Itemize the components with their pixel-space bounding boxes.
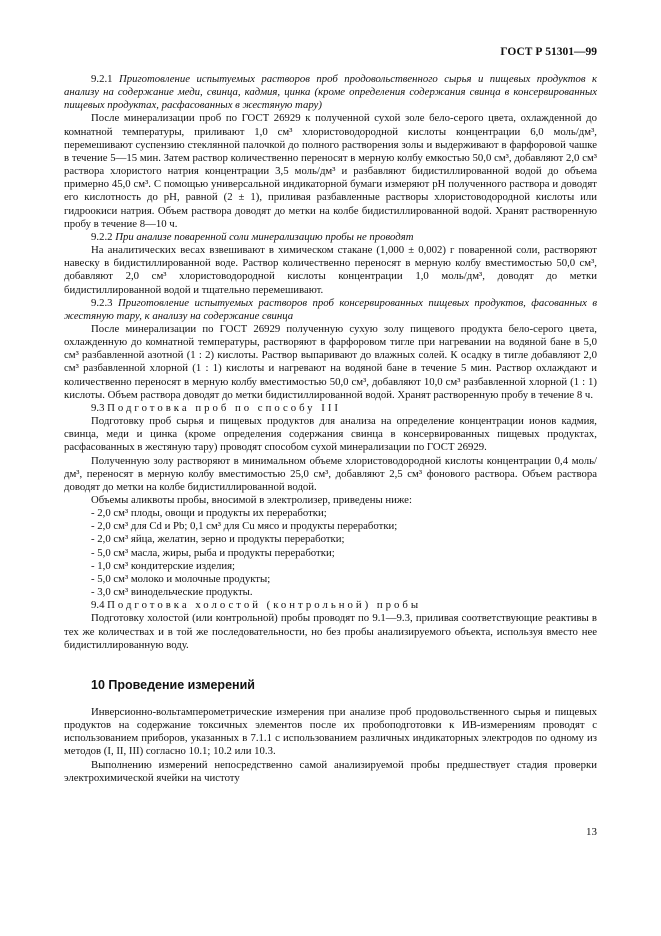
clause-number: 9.3	[91, 401, 105, 414]
document-body	[64, 73, 597, 785]
clause-9-3	[64, 402, 597, 415]
clause-title: Приготовление испытуемых растворов проб консервированных пищевых продуктов, фасованных в жестяную тару, к анализу на содержание свинца	[64, 296, 597, 322]
paragraph: После минерализации проб по ГОСТ 26929 к полученной сухой золе бело-серого цвета, охлажденной до комнатной температуры, приливают 1,0 см³ хлористоводородной кислоты концентрации 6,0 моль/дм³, перемешивают суспензию стеклянной палочкой до полного растворения золы и выдерживают в фарфоровой чашке в течение 5—15 мин. Затем раствор количественно переносят в мерную колбу емкостью 50,0 см³, добавляют 2,0 см³ раствора хлористого натрия концентрации 3,5 моль/дм³ и разбавляют бидистиллированной водой до объема примерно 45,0 см³. С помощью универсальной индикаторной бумаги измеряют рН полученного раствора и доводят его кислотность до рН, равной (2 ± 1), приливая разбавленные растворы хлористоводородной кислоты или гидроокиси натрия. Объем раствора доводят до метки на колбе бидистиллированной водой. Хранят растворенную пробу в течение 8—10 ч.	[64, 112, 597, 230]
paragraph: Выполнению измерений непосредственно самой анализируемой пробы предшествует стадия проверки электрохимической ячейки на чистоту	[64, 758, 597, 784]
list-item: - 2,0 см³ плоды, овощи и продукты их переработки;	[91, 507, 327, 520]
paragraph: После минерализации по ГОСТ 26929 полученную сухую золу пищевого продукта бело-серого цвета, охлажденную до комнатной температуры, растворяют в фарфоровом тигле при нагревании на водяной бане в 5,0 см³ разбавленной азотной (1 : 2) кислоты. Раствор выпаривают до влажных солей. К осадку в тигле добавляют 2,0 см³ разбавленной хлорной (1 : 1) кислоты и нагревают на водяной бане в течение 5 мин. Раствор охлаждают и количественно переносят в мерную колбу вместимостью 50,0 см³, добавляют 10,0 см³ разбавленной хлорной (1 : 1) кислоты. Объем раствора доводят до метки бидистиллированной водой. Хранят растворенную пробу в течение 8 ч.	[64, 322, 597, 401]
section-heading: 10 Проведение измерений	[91, 677, 255, 692]
clause-title: Приготовление испытуемых растворов проб продовольственного сырья и пищевых продуктов к анализу на содержание меди, свинца, кадмия, цинка (кроме определения содержания свинца в консервированных пищевых продуктах, расфасованных в жестяную тару)	[64, 73, 598, 112]
list-item: - 3,0 см³ винодельческие продукты.	[91, 586, 253, 599]
paragraph: На аналитических весах взвешивают в химическом стакане (1,000 ± 0,002) г поваренной соли, растворяют навеску в бидистиллированной воде. Раствор количественно переносят в мерную колбу вместимостью 50,0 см³, добавляют 2,0 см³ хлористоводородной кислоты концентрации 1,0 моль/дм³, доводят до метки бидистиллированной водой и тщательно перемешивают.	[64, 244, 597, 296]
clause-9-2-1	[64, 73, 597, 112]
standard-number: ГОСТ Р 51301—99	[500, 46, 597, 58]
clause-9-2-3	[64, 297, 597, 323]
list-item: - 1,0 см³ кондитерские изделия;	[91, 559, 236, 572]
list-item: - 2,0 см³ яйца, желатин, зерно и продукты переработки;	[91, 533, 345, 546]
clause-9-4	[64, 599, 597, 612]
clause-title: Подготовка холостой (контрольной) пробы	[107, 599, 422, 612]
paragraph: Полученную золу растворяют в минимальном объеме хлористоводородной кислоты концентрации 0,4 моль/дм³, переносят в мерную колбу вместимостью 25,0 см³, добавляют 2,5 см³ фонового раствора. Объем раствора доводят до метки на колбе бидистиллированной водой.	[64, 454, 597, 493]
clause-title: Подготовка проб по способу III	[107, 401, 341, 414]
page-number: 13	[586, 826, 597, 838]
aliquot-volume-list	[64, 507, 597, 599]
clause-title: При анализе поваренной соли минерализацию пробы не проводят	[115, 230, 414, 243]
clause-9-2-2	[64, 231, 597, 244]
list-item: - 5,0 см³ молоко и молочные продукты;	[91, 572, 271, 585]
clause-number: 9.2.3	[91, 296, 113, 309]
clause-number: 9.4	[91, 599, 105, 612]
list-item: - 2,0 см³ для Cd и Pb; 0,1 см³ для Cu мясо и продукты переработки;	[91, 520, 398, 533]
clause-number: 9.2.2	[91, 230, 113, 243]
list-item: - 5,0 см³ масла, жиры, рыба и продукты переработки;	[91, 546, 335, 559]
paragraph: Инверсионно-вольтамперометрические измерения при анализе проб продовольственного сырья и пищевых продуктов на содержание токсичных элементов после их пробоподготовки к ИВ-измерениям проводят с использованием приборов, указанных в 7.1.1 с использованием различных индикаторных электродов по одному из методов (I, II, III) согласно 10.1; 10.2 или 10.3.	[64, 705, 597, 758]
paragraph: Объемы аликвоты пробы, вносимой в электролизер, приведены ниже:	[91, 494, 412, 506]
clause-number: 9.2.1	[91, 73, 113, 85]
paragraph: Подготовку проб сырья и пищевых продуктов для анализа на определение концентрации ионов кадмия, свинца, меди и цинка (кроме определения содержания свинца в консервированных пищевых продуктах, расфасованных в жестяную тару) проводят способом сухой минерализации по ГОСТ 26929.	[64, 415, 597, 454]
paragraph: Подготовку холостой (или контрольной) пробы проводят по 9.1—9.3, приливая соответствующие реактивы в тех же количествах и в той же последовательности, но без пробы анализируемого объекта, используя вместо нее бидистиллированную воду.	[64, 612, 597, 651]
